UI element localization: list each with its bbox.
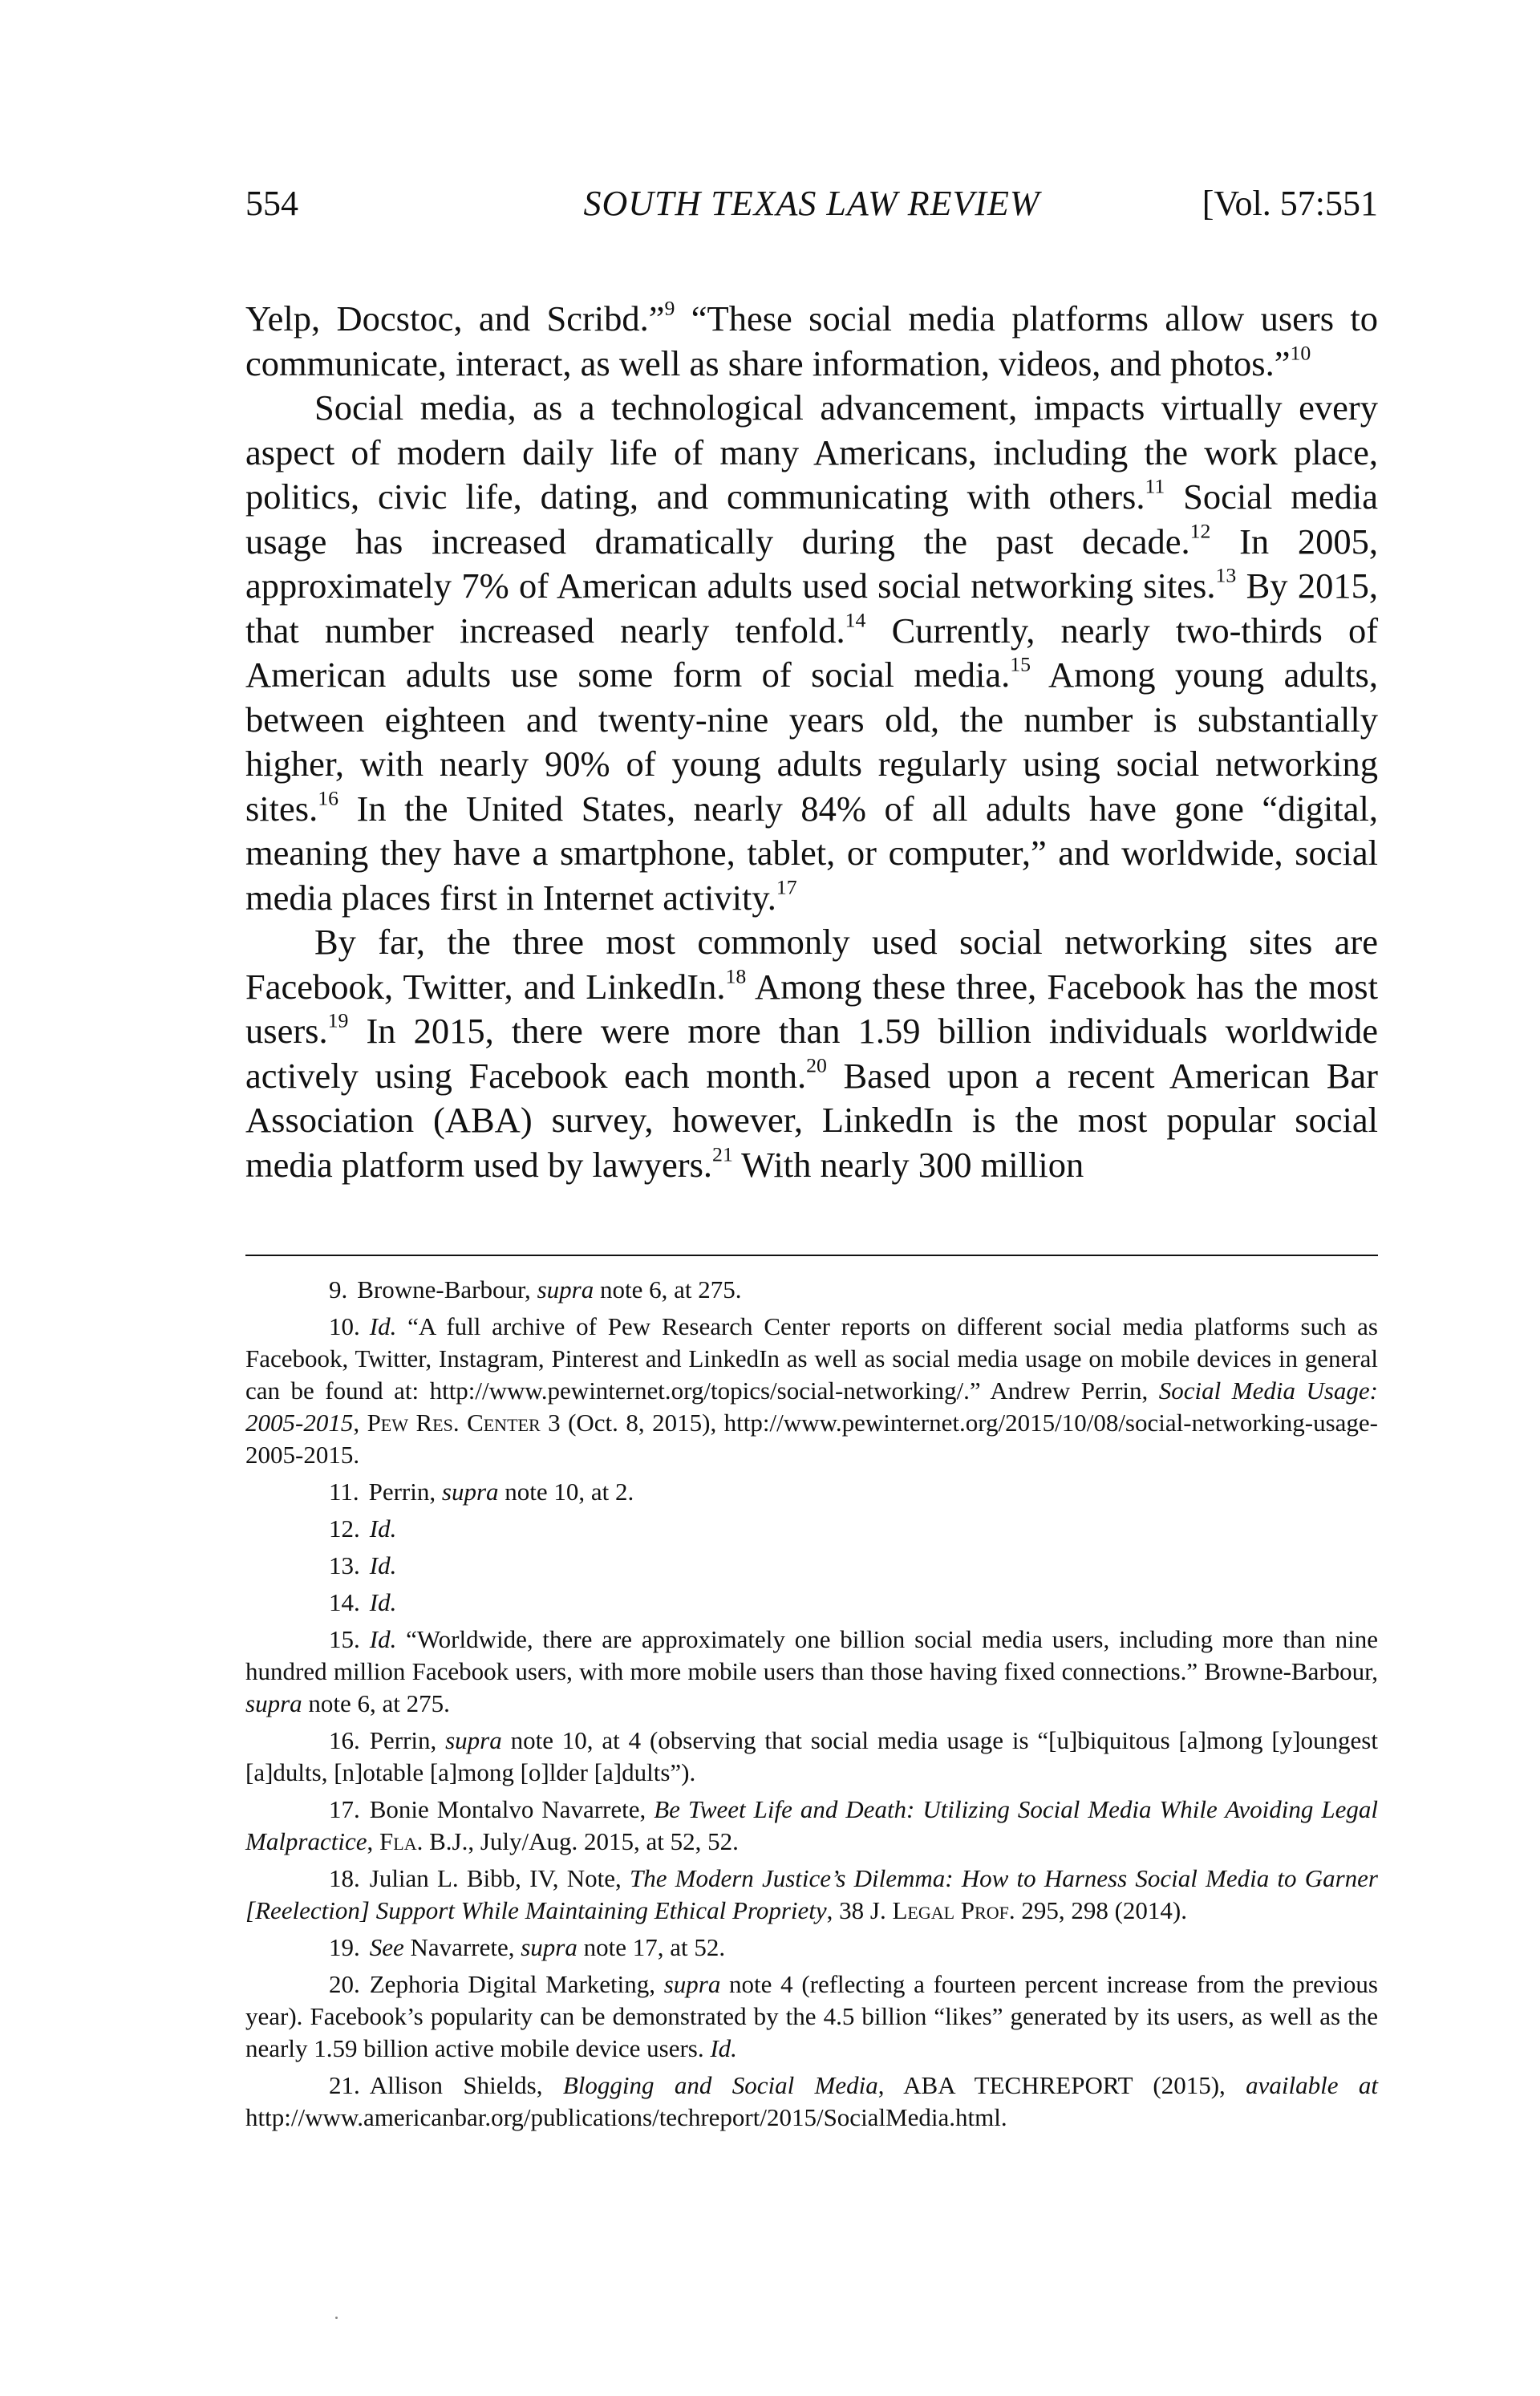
footnote-ref-9: 9 [664, 296, 675, 320]
footnote-ref-14: 14 [845, 608, 866, 632]
journal-title: SOUTH TEXAS LAW REVIEW [583, 184, 1040, 223]
footnote-11: 11. Perrin, supra note 10, at 2. [329, 1478, 634, 1506]
footnote-ref-21: 21 [712, 1142, 733, 1166]
paragraph-1: Yelp, Docstoc, and Scribd.”$^9$ “These social media platforms allow users to communicate, interact, as well as share information, videos, and photos.”$^{10}$ [245, 296, 1378, 383]
footnote-ref-19: 19 [327, 1008, 349, 1032]
footnote-ref-13: 13 [1215, 563, 1237, 587]
footnote-10: 10. Id. “A full archive of Pew Research Center reports on different social media platforms such as Facebook, Twitter, Instagram, Pinterest and LinkedIn as well as social media usage on mobile devices in general can be found at: http://www.pewinternet.org/topics/social-networking/.” Andrew Perrin, Social Media Usage: 2005-2015, Pew Res. Center 3 (Oct. 8, 2015), http://www.pewinternet.org/2015/10/08/social-networking-usage-2005-2015. [245, 1312, 1378, 1469]
footnote-divider [245, 1255, 1378, 1256]
main-text [245, 297, 1378, 1187]
footnotes [245, 1274, 1378, 2139]
running-header [245, 180, 1378, 228]
footnote-9: 9. Browne-Barbour, supra note 6, at 275. [329, 1275, 742, 1303]
footnote-ref-17: 17 [776, 875, 797, 899]
footnote-18: 18. Julian L. Bibb, IV, Note, The Modern Justice’s Dilemma: How to Harness Social Media to Garner [Reelection] Support While Maintaining Ethical Propriety, 38 J. Legal Prof. 295, 298 (2014). [245, 1864, 1378, 1924]
footnote-ref-15: 15 [1010, 652, 1031, 676]
footnote-14: 14. Id. [329, 1588, 397, 1616]
volume-citation: [Vol. 57:551 [1202, 184, 1378, 223]
footnote-21: 21. Allison Shields, Blogging and Social Media, ABA TECHREPORT (2015), available at http://www.americanbar.org/publications/techreport/2015/SocialMedia.html. [245, 2071, 1378, 2131]
footnote-ref-11: 11 [1145, 474, 1165, 498]
footnote-15: 15. Id. “Worldwide, there are approximately one billion social media users, including more than nine hundred million Facebook users, with more mobile users than those having fixed connections.” Browne-Barbour, supra note 6, at 275. [245, 1625, 1378, 1717]
footnote-13: 13. Id. [329, 1551, 397, 1579]
footnote-ref-12: 12 [1189, 519, 1211, 543]
page-number: 554 [245, 184, 298, 223]
footnote-17: 17. Bonie Montalvo Navarrete, Be Tweet Life and Death: Utilizing Social Media While Avoiding Legal Malpractice, Fla. B.J., July/Aug. 2015, at 52, 52. [245, 1795, 1378, 1855]
footnote-20: 20. Zephoria Digital Marketing, supra note 4 (reflecting a fourteen percent increase from the previous year). Facebook’s popularity can be demonstrated by the 4.5 billion “likes” generated by its users, as well as the nearly 1.59 billion active mobile device users. Id. [245, 1970, 1378, 2062]
footnote-ref-20: 20 [806, 1053, 827, 1077]
footnote-ref-16: 16 [318, 786, 339, 810]
footnote-19: 19. See Navarrete, supra note 17, at 52. [329, 1933, 726, 1961]
paragraph-2: Social media, as a technological advancement, impacts virtually every aspect of modern daily life of many Americans, including the work place, politics, civic life, dating, and communicating with others.$^{11}$ Social media usage has increased dramatically during the past decade.$^{12}$ In 2005, approximately 7% of American adults used social networking sites.$^{13}$ By 2015, that number increased nearly tenfold.$^{14}$ Currently, nearly two-thirds of American adults use some form of social media.$^{15}$ Among young adults, between eighteen and twenty-nine years old, the number is substantially higher, with nearly 90% of young adults regularly using social networking sites.$^{16}$ In the United States, nearly 84% of all adults have gone “digital, meaning they have a smartphone, tablet, or computer,” and worldwide, social media places first in Internet activity.$^{17}$ [245, 387, 1379, 918]
paragraph-3: By far, the three most commonly used social networking sites are Facebook, Twitter, and LinkedIn.$^{18}$ Among these three, Facebook has the most users.$^{19}$ In 2015, there were more than 1.59 billion individuals worldwide actively using Facebook each month.$^{20}$ Based upon a recent American Bar Association (ABA) survey, however, LinkedIn is the most popular social media platform used by lawyers.$^{21}$ With nearly 300 million [245, 922, 1378, 1185]
footnote-ref-18: 18 [725, 964, 747, 988]
footnote-12: 12. Id. [329, 1514, 397, 1543]
scan-speck [335, 2317, 338, 2319]
footnote-ref-10: 10 [1290, 341, 1311, 365]
footnote-16: 16. Perrin, supra note 10, at 4 (observing that social media usage is “[u]biquitous [a]mong [y]oungest [a]dults, [n]otable [a]mong [o]lder [a]dults”). [245, 1726, 1378, 1786]
